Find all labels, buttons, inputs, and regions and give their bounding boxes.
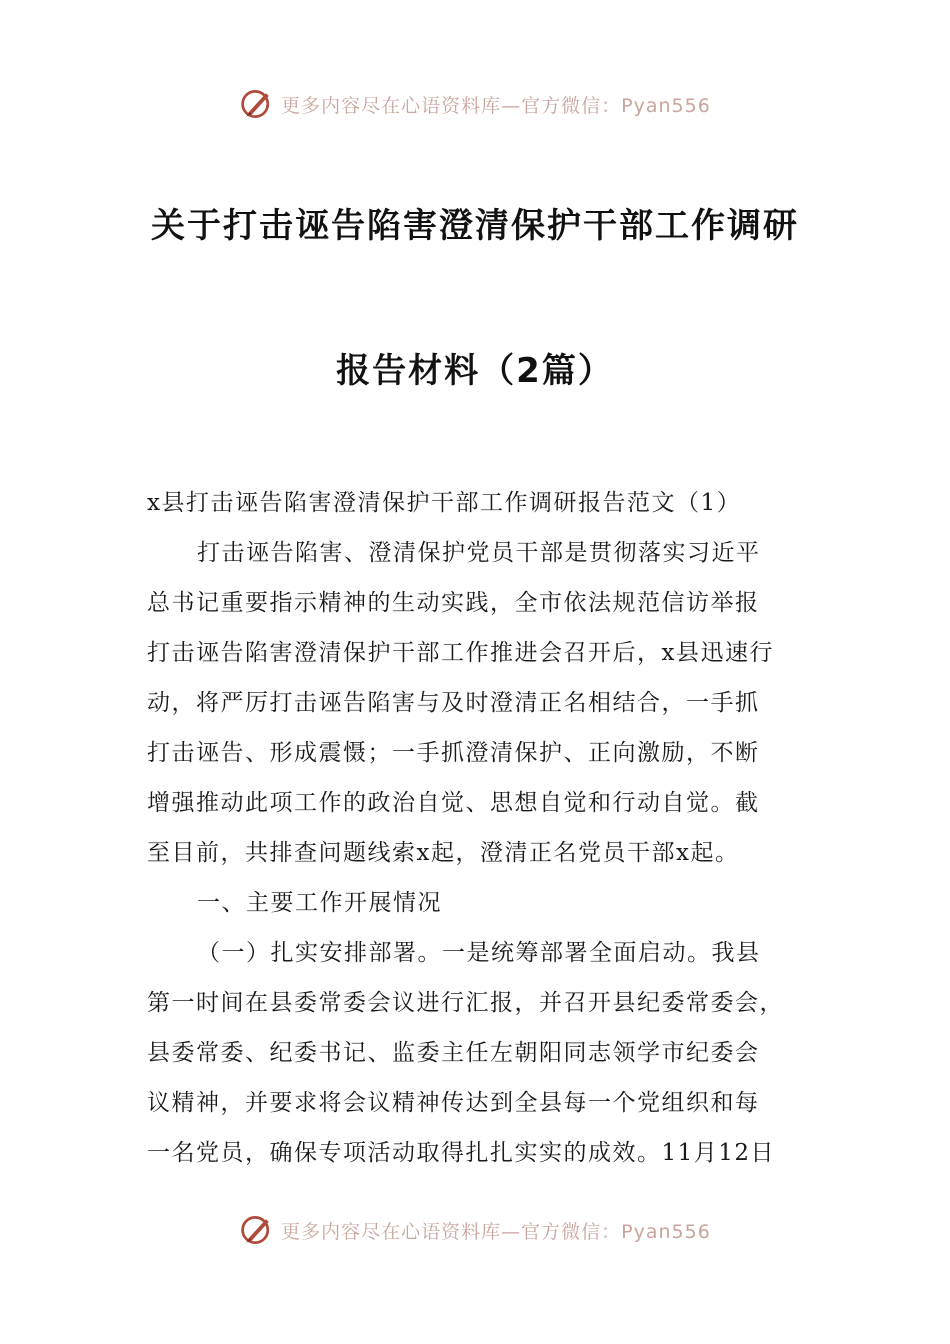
paragraph-line: 打击诬告、形成震慑；一手抓澄清保护、正向激励，不断 (147, 740, 760, 766)
paragraph-line: 打击诬告陷害澄清保护干部工作推进会召开后，x县迅速行 (147, 640, 774, 666)
paragraph-line: 动，将严厉打击诬告陷害与及时澄清正名相结合，一手抓 (147, 690, 760, 716)
paragraph-line: 一名党员，确保专项活动取得扎扎实实的成效。11月12日 (147, 1140, 776, 1166)
paragraph-line: 总书记重要指示精神的生动实践，全市依法规范信访举报 (147, 590, 760, 616)
paragraph-line: 议精神，并要求将会议精神传达到全县每一个党组织和每 (147, 1090, 760, 1116)
watermark-text: 更多内容尽在心语资料库—官方微信：Pyan556 (281, 94, 711, 117)
document-title-line2: 报告材料（2篇） (336, 351, 614, 391)
subtitle-line: x县打击诬告陷害澄清保护干部工作调研报告范文（1） (147, 490, 742, 516)
watermark-text: 更多内容尽在心语资料库—官方微信：Pyan556 (281, 1220, 711, 1243)
watermark-banner-bottom (0, 1208, 950, 1252)
document-title-line1: 关于打击诬告陷害澄清保护干部工作调研 (151, 206, 799, 246)
paragraph-line: 第一时间在县委常委会议进行汇报，并召开县纪委常委会， (147, 990, 784, 1016)
section-heading: 一、主要工作开展情况 (197, 890, 442, 916)
paragraph-line: 县委常委、纪委书记、监委主任左朝阳同志领学市纪委会 (147, 1040, 760, 1066)
quill-pen-icon (239, 1212, 275, 1248)
quill-pen-icon (239, 86, 275, 122)
watermark-banner-top (0, 82, 950, 126)
paragraph-line: 打击诬告陷害、澄清保护党员干部是贯彻落实习近平 (197, 540, 761, 566)
paragraph-line: 至目前，共排查问题线索x起，澄清正名党员干部x起。 (147, 840, 740, 866)
paragraph-line: 增强推动此项工作的政治自觉、思想自觉和行动自觉。截 (147, 790, 760, 816)
paragraph-line: （一）扎实安排部署。一是统筹部署全面启动。我县 (197, 940, 761, 966)
